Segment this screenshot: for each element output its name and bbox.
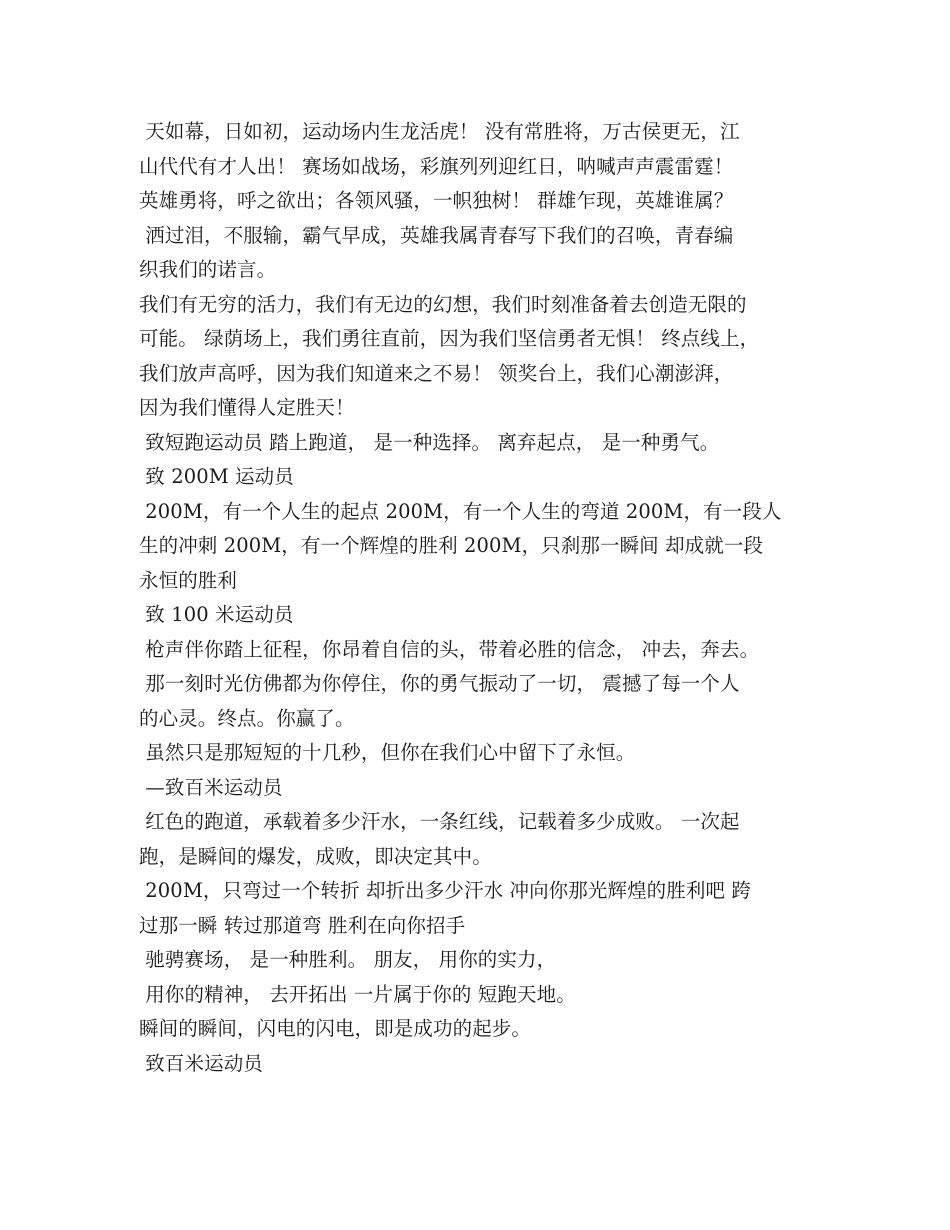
text-line: 用你的精神， 去开拓出 一片属于你的 短跑天地。 bbox=[139, 982, 576, 1006]
text-line: 的心灵。终点。你赢了。 bbox=[139, 706, 355, 730]
text-line: 200M，只弯过一个转折 却折出多少汗水 冲向你那光辉煌的胜利吧 跨 bbox=[139, 879, 751, 902]
text-line: 因为我们懂得人定胜天！ bbox=[139, 396, 355, 419]
text-line: 英雄勇将，呼之欲出；各领风骚，一帜独树！ 群雄乍现，英雄谁属？ bbox=[139, 189, 734, 212]
text-line: 织我们的诺言。 bbox=[139, 258, 277, 281]
text-line: 致 100 米运动员 bbox=[139, 603, 294, 626]
text-line: 驰骋赛场， 是一种胜利。 朋友， 用你的实力， bbox=[139, 948, 557, 971]
text-line: 跑，是瞬间的爆发，成败，即决定其中。 bbox=[139, 844, 492, 868]
document-text bbox=[139, 115, 829, 1081]
text-line: 生的冲刺 200M，有一个辉煌的胜利 200M，只刹那一瞬间 却成就一段 bbox=[139, 534, 764, 557]
text-line: 我们放声高呼，因为我们知道来之不易！ 领奖台上，我们心潮澎湃， bbox=[139, 361, 734, 385]
text-line: 致百米运动员 bbox=[139, 1051, 263, 1075]
text-line: 虽然只是那短短的十几秒，但你在我们心中留下了永恒。 bbox=[139, 741, 636, 764]
text-line: 枪声伴你踏上征程，你昂着自信的头，带着必胜的信念， 冲去，奔去。 bbox=[139, 637, 760, 661]
text-line: —致百米运动员 bbox=[139, 775, 283, 799]
text-line: 致 200M 运动员 bbox=[139, 465, 294, 488]
text-line: 瞬间的瞬间，闪电的闪电，即是成功的起步。 bbox=[139, 1017, 532, 1040]
text-line: 200M，有一个人生的起点 200M，有一个人生的弯道 200M，有一段人 bbox=[139, 499, 782, 523]
text-line: 那一刻时光仿佛都为你停住，你的勇气振动了一切， 震撼了每一个人 bbox=[139, 672, 740, 695]
text-line: 过那一瞬 转过那道弯 胜利在向你招手 bbox=[139, 913, 466, 937]
text-line: 红色的跑道，承载着多少汗水，一条红线，记载着多少成败。 一次起 bbox=[139, 810, 740, 833]
text-line: 永恒的胜利 bbox=[139, 568, 238, 592]
text-line: 洒过泪，不服输，霸气早成，英雄我属青春写下我们的召唤，青春编 bbox=[139, 223, 734, 247]
text-line: 天如幕，日如初，运动场内生龙活虎！ 没有常胜将，万古侯更无，江 bbox=[139, 120, 740, 143]
text-line: 山代代有才人出！ 赛场如战场，彩旗列列迎红日，呐喊声声震雷霆！ bbox=[139, 154, 734, 178]
text-line: 致短跑运动员 踏上跑道， 是一种选择。 离弃起点， 是一种勇气。 bbox=[139, 430, 720, 454]
text-line: 我们有无穷的活力，我们有无边的幻想，我们时刻准备着去创造无限的 bbox=[139, 292, 747, 316]
text-line: 可能。 绿荫场上，我们勇往直前，因为我们坚信勇者无惧！ 终点线上， bbox=[139, 327, 760, 350]
